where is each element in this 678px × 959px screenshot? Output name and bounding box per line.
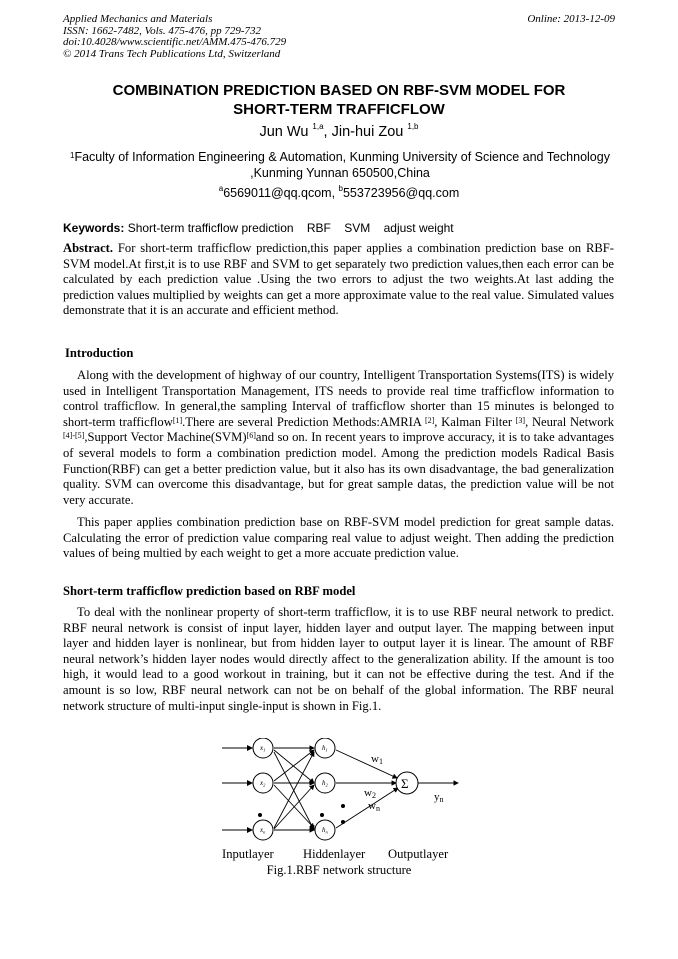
input-layer-label: Inputlayer [222, 847, 274, 861]
hidden-node-n-sub: n [325, 829, 328, 835]
author-separator: , [323, 124, 332, 140]
svg-text:w2 [364, 787, 376, 800]
rbf-network-diagram [222, 738, 462, 850]
citation: [2] [424, 415, 435, 425]
intro-text: , Neural Network [525, 414, 615, 429]
section-heading-rbf: Short-term trafficflow prediction based on RBF model [63, 584, 356, 598]
abstract-text: For short-term trafficflow prediction,this paper applies a combination prediction base on RBF-SVM model.At first,it is to use RBF and SVM to get separately two prediction values,then each error can be calculated by each prediction value .Using the two errors to adjust the two weights.At last adding the prediction values multiplied by weights can get a more approximate value to the real value. Simulated values demonstrate that it is an accurate and efficient method. [63, 241, 614, 318]
intro-text: , Kalman Filter [434, 414, 516, 429]
input-node-2-label: x [260, 779, 264, 787]
online-date: Online: 2013-12-09 [527, 13, 615, 25]
input-node-1-label: x [260, 744, 264, 752]
rbf-paragraph-1: To deal with the nonlinear property of short-term trafficflow, it is to use RBF neural network to predict. RBF neural network is consist of input layer, hidden layer and output layer. The mapping between input layer and hidden layer is nonlinear, but from hidden layer to output layer it is linear. The amount of RBF neural network’s hidden layer nodes would directly affect to the generalization ability. If the amount is too high, it would lead to a good workout in training, but it can not be effective during the test. And if the amount is so low, RBF neural network can not be on behalf of the global information. The RBF neural network structure of multi-input single-input is shown in Fig.1. [63, 605, 614, 713]
email-a: 6569011@qq.qcom, [223, 186, 339, 200]
copyright-line: © 2014 Trans Tech Publications Ltd, Switzerland [63, 47, 281, 60]
affiliation [60, 150, 620, 181]
citation: [6] [246, 431, 256, 441]
author-1-sup: 1,a [312, 122, 324, 131]
hidden-node-n-label: h [322, 826, 326, 834]
hidden-node-2-label: h [322, 779, 326, 787]
email-b-sup: b [338, 184, 343, 193]
input-node-n-label: x [260, 826, 264, 834]
sigma-icon: Σ [401, 776, 409, 791]
author-2-sup: 1,b [407, 122, 419, 131]
output-layer-label: Outputlayer [388, 847, 449, 861]
citation: [4]-[5] [63, 431, 85, 441]
hidden-layer-label: Hiddenlayer [303, 847, 366, 861]
output-label: y [434, 791, 440, 803]
abstract-label: Abstract. [63, 241, 114, 255]
hidden-node-1-label: h [322, 744, 326, 752]
intro-text: .There are several Prediction Methods:AMRIA [182, 414, 425, 429]
section-heading-introduction: Introduction [65, 346, 134, 360]
affiliation-sup: 1 [70, 151, 75, 160]
svg-text:yn [434, 791, 444, 804]
svg-text:wn [368, 800, 380, 813]
journal-name: Applied Mechanics and Materials [63, 13, 213, 25]
email-b: 553723956@qq.com [342, 186, 460, 200]
weight-n-label: w [368, 800, 376, 812]
journal-header [63, 14, 615, 60]
intro-paragraph-2: This paper applies combination prediction base on RBF-SVM model prediction for great sample datas. Calculating the error of prediction value comparing real value to adjust weight. Then adding the prediction values of being multied by each weight to get a more accuate prediction value. [63, 515, 614, 561]
intro-text: and so on. In recent years to improve accuracy, it is to take advantages of several models to form a combination prediction model. Among the prediction models Radical Basis Function(RBF) can get a better prediction value, but it also has its own disadvantage, the bad generalization quality. SVM can overcome this disadvantage, but for great sample datas, the prediction value will be not very accurate. [63, 430, 615, 507]
keyword-item: Short-term trafficflow prediction [127, 221, 294, 235]
abstract [63, 241, 614, 319]
keyword-item: adjust weight [383, 221, 454, 235]
citation: [3] [515, 415, 526, 425]
weight-1-sub: 1 [378, 757, 383, 766]
affiliation-line-2: ,Kunming Yunnan 650500,China [250, 165, 430, 180]
title-line-1: COMBINATION PREDICTION BASED ON RBF-SVM MODEL FOR [112, 82, 566, 99]
keywords [63, 221, 464, 235]
output-sub: n [439, 795, 444, 804]
author-1: Jun Wu [259, 124, 309, 140]
figure-caption: Fig.1.RBF network structure [266, 863, 412, 877]
doi-line: doi:10.4028/www.scientific.net/AMM.475-476.729 [63, 36, 287, 48]
keyword-item: SVM [344, 221, 371, 235]
intro-paragraph-1 [63, 368, 614, 508]
title-line-2: SHORT-TERM TRAFFICFLOW [233, 101, 445, 118]
authors [0, 124, 678, 140]
hidden-node-2-sub: 2 [325, 782, 328, 788]
svg-text:w1 [371, 753, 383, 766]
input-node-2-sub: 2 [263, 782, 266, 788]
input-node-1-sub: 1 [263, 747, 266, 753]
author-2: Jin-hui Zou [331, 124, 404, 140]
weight-2-sub: 2 [371, 791, 376, 800]
keywords-label: Keywords: [63, 221, 125, 235]
citation: [1] [172, 415, 183, 425]
affiliation-line-1: Faculty of Information Engineering & Automation, Kunming University of Science and Technology [74, 150, 610, 164]
hidden-node-1-sub: 1 [325, 747, 328, 753]
input-hidden-connections [274, 748, 314, 830]
weight-n-sub: n [375, 804, 380, 813]
input-node-n-sub: n [263, 829, 266, 835]
email-a-sup: a [218, 184, 224, 193]
weight-2-label: w [364, 787, 372, 799]
hidden-output-connections [336, 750, 458, 828]
paper-title [40, 81, 638, 119]
intro-text: ,Support Vector Machine(SVM) [84, 430, 247, 445]
emails [0, 186, 678, 200]
issn-line: ISSN: 1662-7482, Vols. 475-476, pp 729-732 [63, 24, 261, 37]
keyword-item: RBF [306, 221, 331, 235]
intro-text: Along with the development of highway of our country, Intelligent Transportation Systems(ITS) is widely used in Intelligent Transportation Management, ITS needs to provide real time trafficflow information to control trafficflow. In general,the sampling Interval of trafficflow shorter than 15 minutes is belonged to short-term trafficflow [63, 368, 614, 429]
weight-1-label: w [371, 753, 379, 765]
